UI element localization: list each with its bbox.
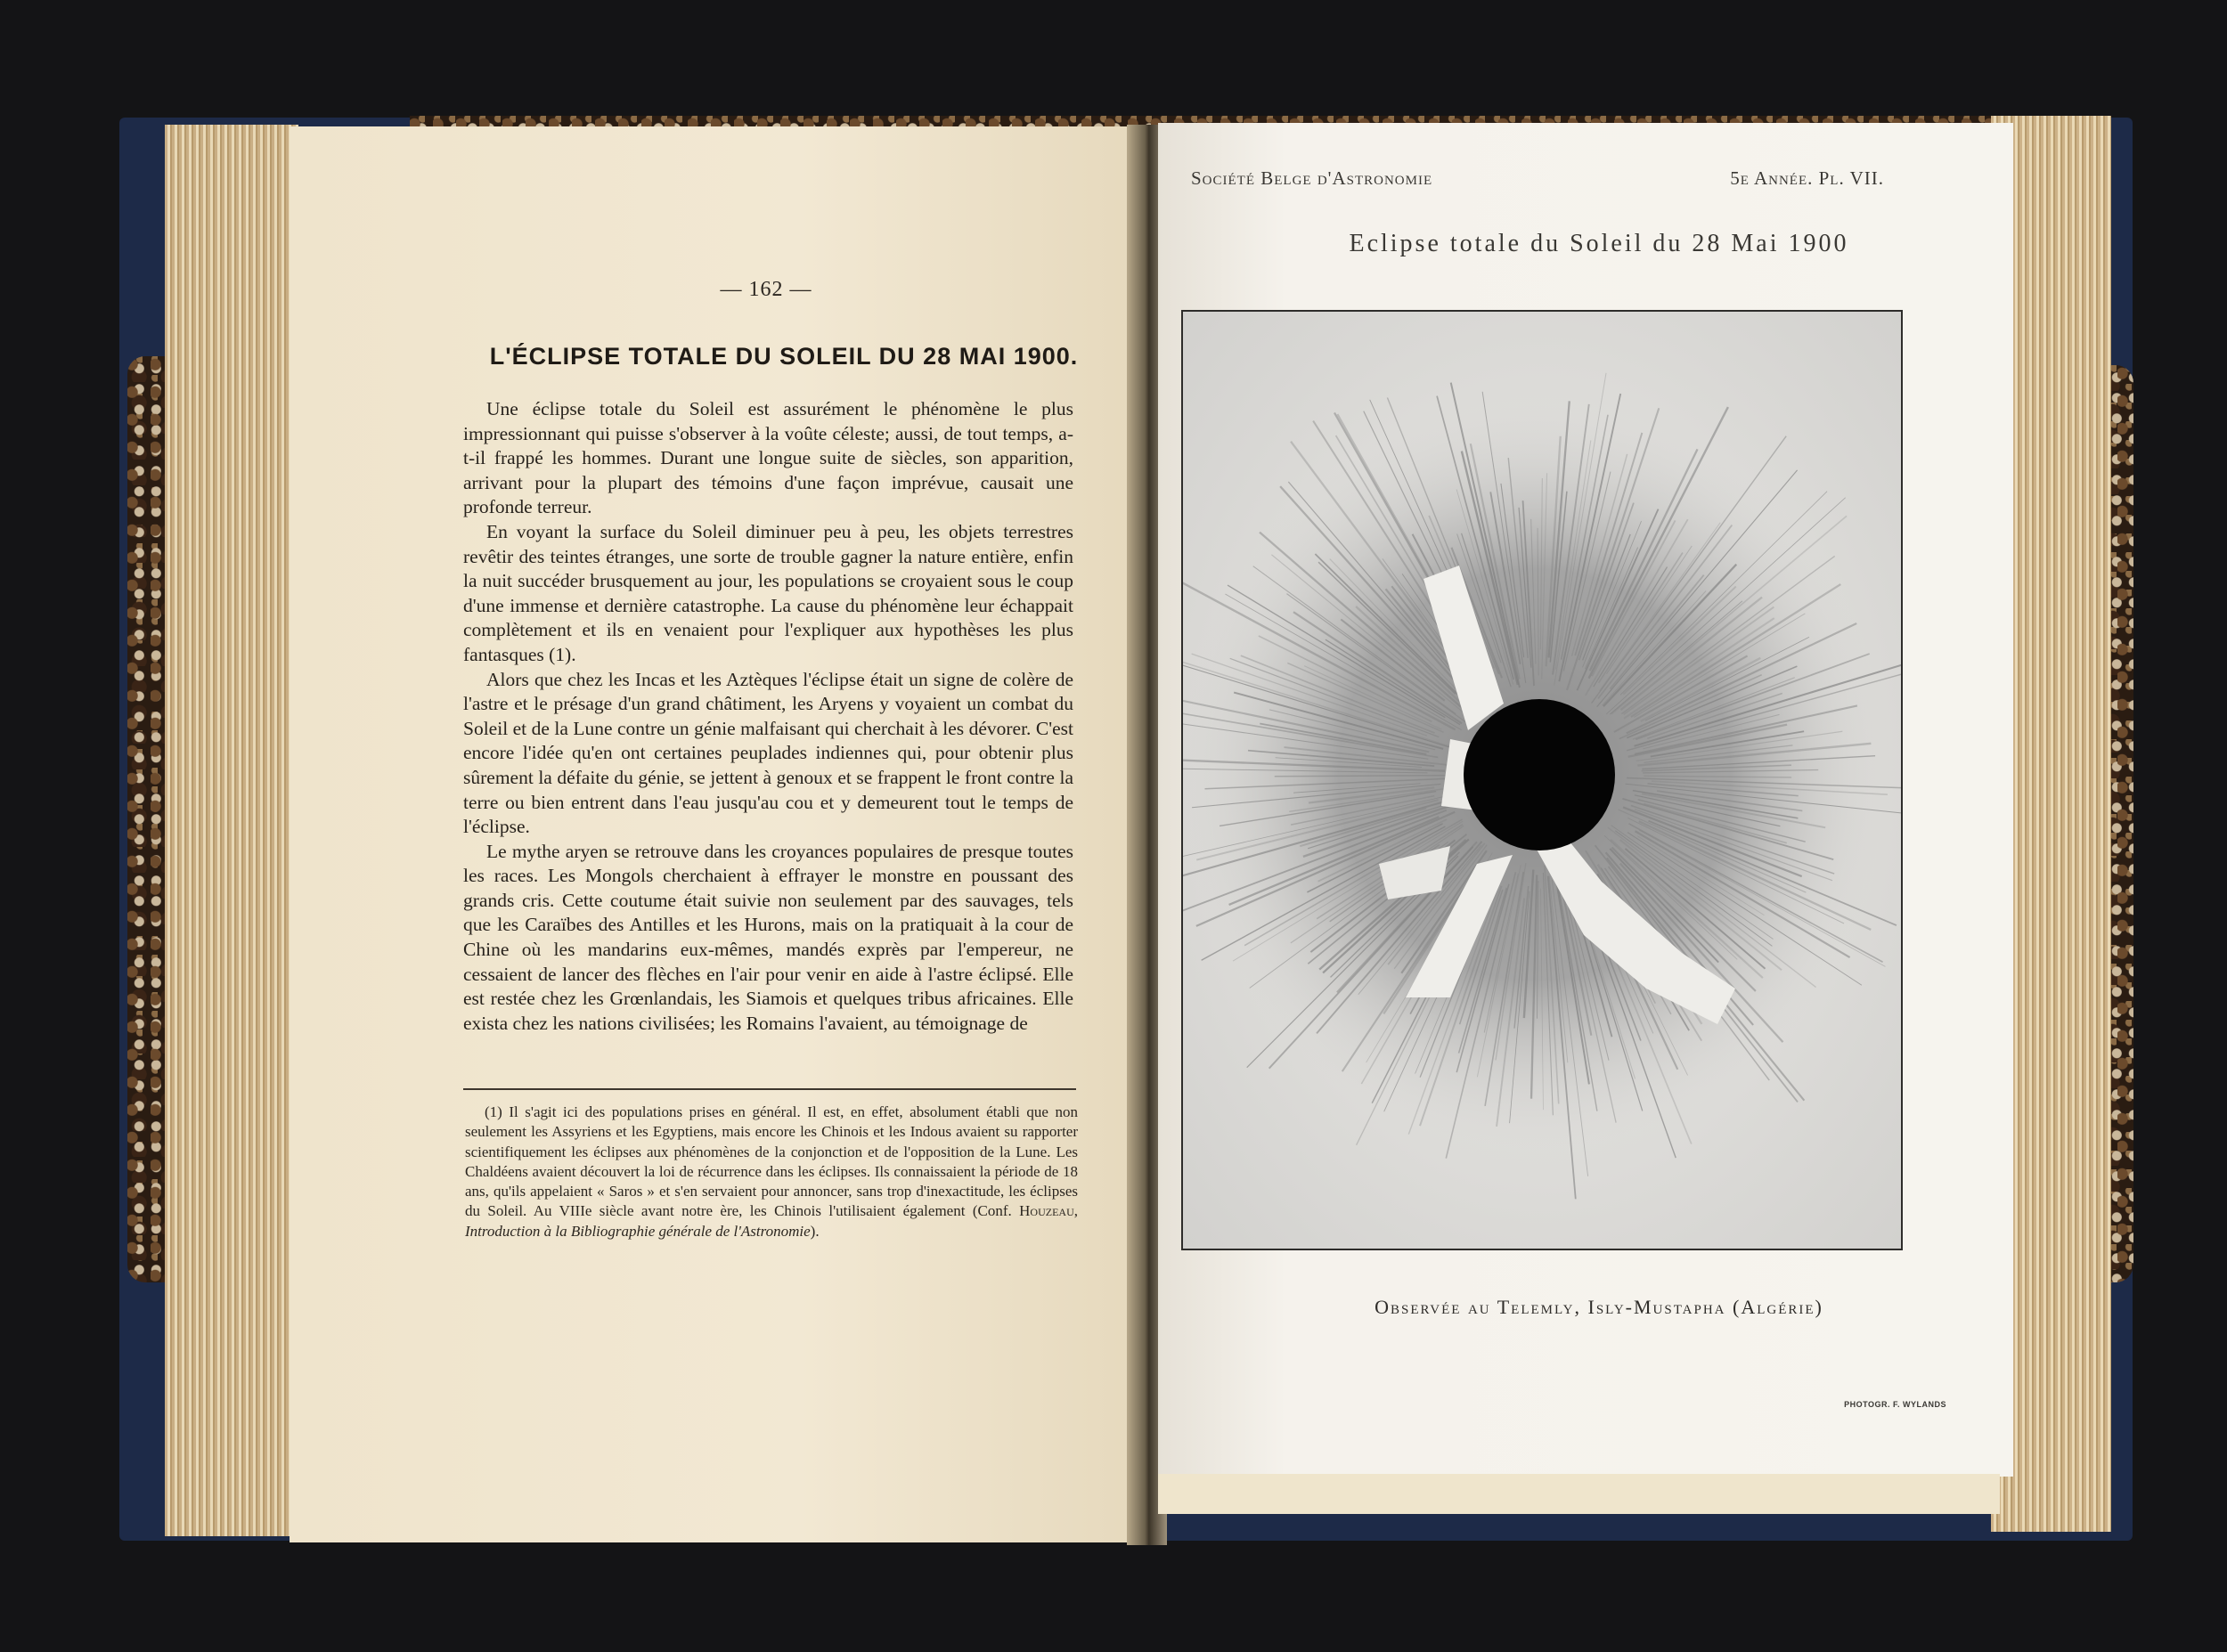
paragraph: Une éclipse totale du Soleil est assurément le phénomène le plus impressionnant qui puisse s'observer à la voûte céleste; aussi, de tout temps, a-t-il frappé les hommes. Durant une longue suite de siècles, son apparition, arrivant pour la plupart des témoins d'une façon imprévue, causait une profonde terreur. [463,398,1073,518]
eclipse-image [1183,312,1901,1249]
paragraph: En voyant la surface du Soleil diminuer peu à peu, les objets terrestres revêtir des teintes étranges, une sorte de trouble gagner la nature entière, enfin la nuit succéder brusquement au jour, les populations se croyaient sous le coup d'une immense et dernière catastrophe. La cause du phénomène leur échappait complètement et ils en venaient pour l'expliquer aux hypothèses les plus fantasques (1). [463,520,1073,665]
society-header: Société Belge d'Astronomie [1191,167,1433,189]
footnote [465,1103,1078,1241]
plate-title: Eclipse totale du Soleil du 28 Mai 1900 [1349,230,1849,257]
footnote-divider [463,1088,1076,1090]
eclipse-photograph [1181,310,1903,1250]
footnote-separator: , [1073,1202,1078,1220]
paragraph: Alors que chez les Incas et les Aztèques l'éclipse était un signe de colère de l'astre et le présage d'un grand châtiment, les Aryens y voyaient un combat du Soleil et de la Lune contre un génie malfaisant qui cherchait à les dévorer. C'est encore l'idée qu'en ont certaines peuplades indiennes qui, pour obtenir plus sûrement la défaite du génie, se jettent à genoux et se frappent le front contre la terre ou bien entrent dans l'eau jusqu'au cou et y demeurent tout le temps de l'éclipse. [463,668,1073,838]
article-body [463,397,1073,1036]
footnote-text: (1) Il s'agit ici des populations prises en général. Il est, en effet, absolument établi que non seulement les Assyriens et les Egyptiens, mais encore les Chinois et les Indous avaient su rapporter scientifiquement les éclipses aux phénomènes de la conjonction et de l'opposition de la Lune. Les Chaldéens avaient découvert la loi de récurrence dans les éclipses. Ils connaissaient la période de 18 ans, qu'ils appelaient « Saros » et s'en servaient pour annoncer, sans trop d'inexactitude, les éclipses du Soleil. Au VIIIe siècle avant notre ère, les Chinois l'utilisaient également (Conf. [465,1103,1078,1220]
footnote-end: ). [810,1222,820,1240]
plate-caption: Observée au Telemly, Isly-Mustapha (Algérie) [1375,1296,1823,1318]
page-edges-left [165,125,298,1536]
moon-disk [1464,699,1615,850]
footnote-work-title: Introduction à la Bibliographie générale de l'Astronomie [465,1222,811,1240]
page-number: — 162 — [720,278,812,301]
plate-number-header: 5e Année. Pl. VII. [1730,167,1884,189]
footnote-author: Houzeau [1019,1202,1074,1220]
photo-credit: PHOTOGR. F. WYLANDS [1844,1400,1946,1409]
paragraph: Le mythe aryen se retrouve dans les croyances populaires de presque toutes les races. Les Mongols cherchaient à effrayer le monstre en poussant des grands cris. Cette coutume était suivie non seulement par des sauvages, tels que les Caraïbes des Antilles et les Hurons, mais on la pratiquait à la cour de Chine où les mandarins eux-mêmes, mandés exprès par l'empereur, ne cessaient de lancer des flèches en l'air pour venir en aide à l'astre éclipsé. Elle est restée chez les Grœnlandais, les Siamois et quelques tribus africaines. Elle exista chez les nations civilisées; les Romains l'avaient, au témoignage de [463,840,1073,1034]
right-page-lower-leaf [1158,1474,2000,1514]
article-title: L'ÉCLIPSE TOTALE DU SOLEIL DU 28 MAI 1900. [489,343,1079,370]
